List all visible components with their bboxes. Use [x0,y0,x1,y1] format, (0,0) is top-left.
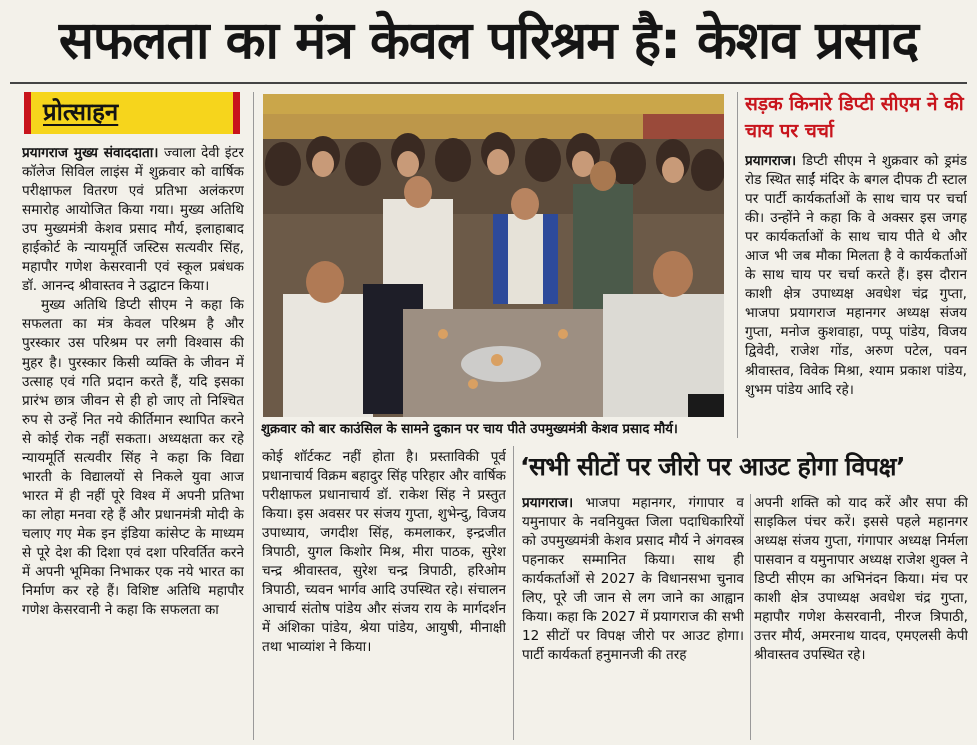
second-story-column-b [754,494,968,739]
photo-caption: शुक्रवार को बार काउंसिल के सामने दुकान पर चाय पीते उपमुख्यमंत्री केशव प्रसाद मौर्य। [261,422,678,437]
main-story-p1-text: ज्वाला देवी इंटर कॉलेज सिविल लाइंस में शुक्रवार को वार्षिक परीक्षाफल वितरण एवं प्रतिभा अलंकरण समारोह आयोजित किया गया। मुख्य अतिथि उप मुख्यमंत्री केशव प्रसाद मौर्य, इलाहाबाद हाईकोर्ट के न्यायमूर्ति जस्टिस सत्यवीर सिंह, महापौर गणेश केसरवानी एवं स्कूल प्रबंधक डॉ. आनन्द श्रीवास्तव ने उद्घाटन किया। [22,145,244,295]
second-story-headline: ‘सभी सीटों पर जीरो पर आउट होगा विपक्ष’ [520,452,906,481]
side-story-dateline: प्रयागराज। [745,153,797,169]
side-story-paragraph [745,152,967,400]
kicker-banner [24,92,240,134]
kicker-label: प्रोत्साहन [43,98,119,126]
headline-rule [10,82,967,84]
main-story-dateline: प्रयागराज मुख्य संवाददाता। [22,145,159,161]
side-story-body [745,152,967,436]
second-story-text-a: भाजपा महानगर, गंगापार व यमुनापार के नवनियुक्त जिला पदाधिकारियों को उपमुख्यमंत्री केशव प्रसाद मौर्य ने अंगवस्त्र पहनाकर सम्मानित किया। साथ ही कार्यकर्ताओं से 2027 के विधानसभा चुनाव लिए, पूरे जी जान से लग जाने का आह्वान किया। कहा कि 2027 में प्रयागराज की सभी 12 सीटों पर विपक्ष जीरो पर आउट होगा। पार्टी कार्यकर्ता हनुमानजी की तरह [522,495,744,664]
main-story-column-1 [22,144,244,739]
column-divider-4 [750,494,751,740]
second-story-paragraph-b: अपनी शक्ति को याद करें और सपा की साइकिल पंचर करें। इससे पहले महानगर अध्यक्ष संजय गुप्ता, गंगापार अध्यक्ष निर्मला पासवान व यमुनापार अध्यक्ष राजेश शुक्ल ने डिप्टी सीएम का अभिनंदन किया। मंच पर काशी क्षेत्र उपाध्यक्ष अवधेश चंद्र गुप्ता, महापौर गणेश केसरवानी, नीरज त्रिपाठी, उत्तर मौर्य, अमरनाथ यादव, एमएलसी केपी श्रीवास्तव उपस्थित रहे। [754,495,968,664]
photo-illustration [263,94,724,417]
column-divider-3 [513,446,514,740]
side-story-text: डिप्टी सीएम ने शुक्रवार को ड्रमंड रोड स्थित साईं मंदिर के बगल दीपक टी स्टाल पर पार्टी कार्यकर्ताओं के साथ चाय पर चर्चा की। उन्होंने ने कहा कि वे अक्सर इस जगह पर कार्यकर्ताओं के साथ चाय पीते थे और आज भी जब मौका मिलता है वे कार्यकर्ताओं के साथ चाय पर चर्चा करते हैं। इस दौरान काशी क्षेत्र उपाध्यक्ष अवधेश चंद्र गुप्ता, भाजपा प्रयागराज महानगर अध्यक्ष संजय गुप्ता, मनोज कुशवाहा, पप्पू पांडेय, विजय द्विवेदी, राजेश गोंड, अरुण पटेल, पवन श्रीवास्तव, विवेक मिश्रा, श्याम प्रकाश पांडेय, शुभम पांडेय आदि रहे। [745,153,967,398]
main-story-continued: कोई शॉर्टकट नहीं होता है। प्रस्ताविकी पूर्व प्रधानाचार्य विक्रम बहादुर सिंह परिहार और वार्षिक परीक्षाफल प्रधानाचार्य डॉ. राकेश सिंह ने प्रस्तुत किया। इस अवसर पर संजय गुप्ता, शुभेन्दु, विजय उपाध्याय, जगदीश सिंह, कमलाकर, इन्द्रजीत त्रिपाठी, युगल किशोर मिश्र, मीरा पाठक, सुरेश चन्द्र श्रीवास्तव, सुरेश चन्द्र त्रिपाठी, हरिओम त्रिपाठी, च्यवन भार्गव आदि उपस्थित रहे। संचालन आचार्य संतोष पांडेय और संजय राय के मार्गदर्शन में अंशिका पांडेय, श्रेया पांडेय, आयुषी, मीनाक्षी तथा भाव्यांश ने किया। [262,449,506,656]
second-story-column-a [522,494,744,739]
second-story-dateline: प्रयागराज। [522,495,574,511]
column-divider-1 [253,92,254,740]
side-story-headline: सड़क किनारे डिप्टी सीएम ने की चाय पर चर्चा [745,93,964,142]
second-story-paragraph-a [522,494,744,665]
main-story-column-2 [262,448,506,739]
tea-stall-photo [263,94,724,417]
main-story-paragraph-2: मुख्य अतिथि डिप्टी सीएम ने कहा कि सफलता का मंत्र केवल परिश्रम है और पुरस्कार उस परिश्रम पर लगी विश्वास की मुहर है। पुरस्कार किसी व्यक्ति के जीवन में उत्साह एवं गति प्रदान करते हैं, यदि इसका प्रारंभ छात्र जीवन से ही हो जाए तो निश्चित रुप से उन्हें नित नये कीर्तिमान स्थापित करने से कोई रोक नहीं सकता। अध्यक्षता कर रहे न्यायमूर्ति सत्यवीर सिंह ने कहा कि विद्या भारती के विद्यालयों से निकले युवा आज भारत में ही नहीं पूरे विश्व में अपनी प्रतिभा का लोहा मनवा रहे हैं और प्रधानमंत्री मोदी के चलाए गए मेक इन इंडिया कांसेप्ट के माध्यम से पूरे देश की दिशा एवं दशा परिवर्तित करने में अपनी भूमिका निभाकर एक नये भारत का निर्माण कर रहे हैं। विशिष्ट अतिथि महापौर गणेश केसरवानी ने कहा कि सफलता का [22,297,244,619]
column-divider-2 [737,92,738,438]
page-headline: सफलता का मंत्र केवल परिश्रम है: केशव प्रसाद [58,11,919,71]
main-story-paragraph-1 [22,144,244,296]
